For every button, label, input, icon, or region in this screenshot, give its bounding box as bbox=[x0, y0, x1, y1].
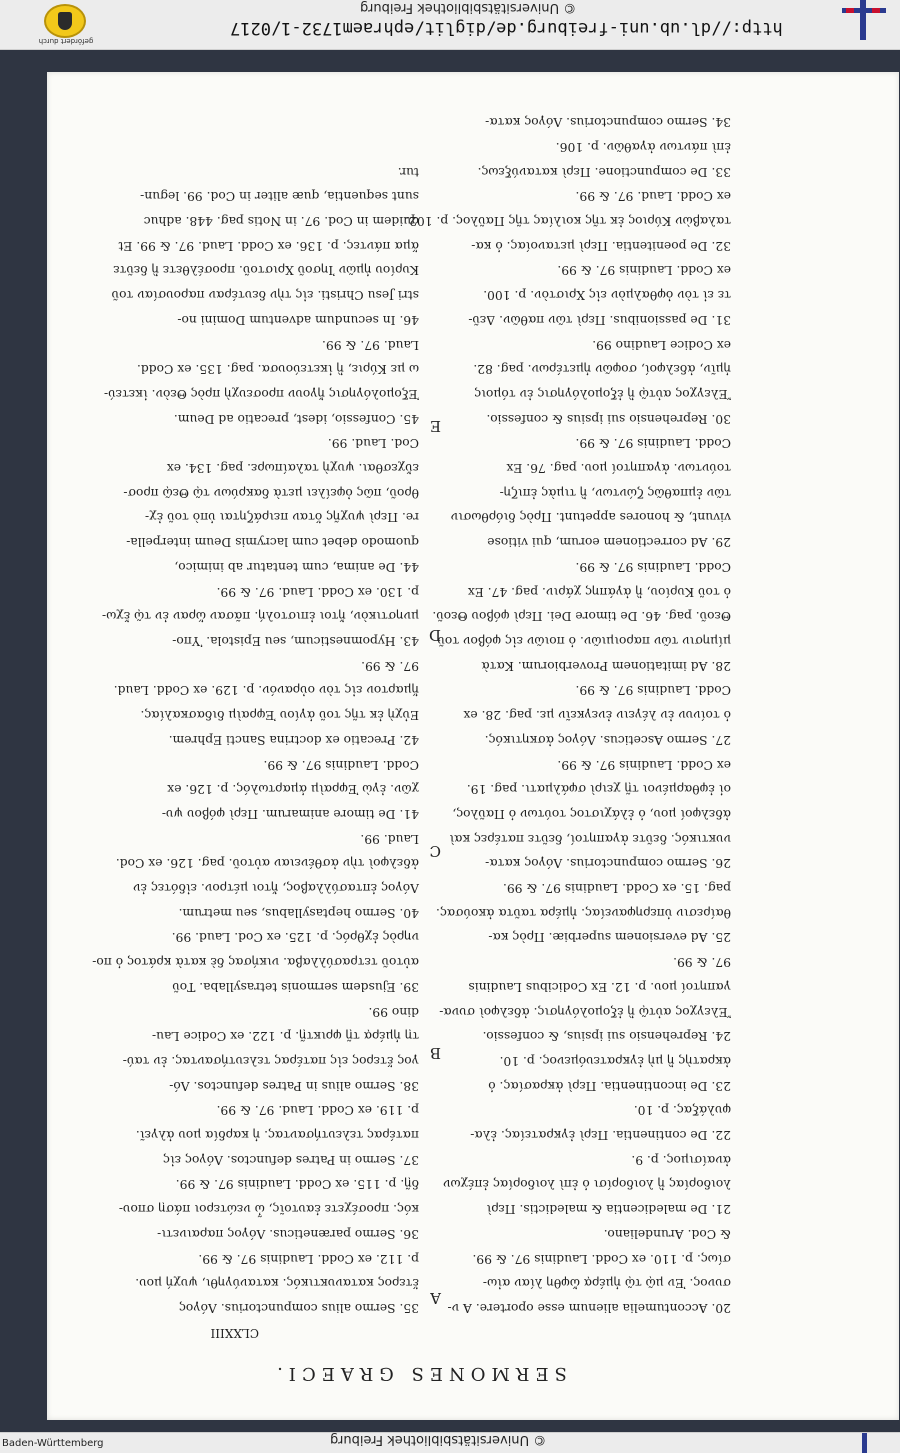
freiburg-library-logo-bottom-icon bbox=[850, 1433, 880, 1453]
margin-letter-e: E bbox=[430, 417, 441, 435]
left-column-line: ex Codd. Laud. 97. & 99. bbox=[575, 189, 731, 204]
right-column-line: 42. Precatio ex doctrina Sancti Ephrem. bbox=[168, 732, 419, 747]
right-column-line: θροῦ, πῶς ὀφείλει μετὰ δακρύων τῷ Θεῷ προσ- bbox=[123, 485, 419, 500]
state-label: Baden-Württemberg bbox=[2, 1438, 104, 1449]
right-column-line: 39. Ejusdem sermonis tetrasyllaba. Τοῦ bbox=[172, 979, 419, 994]
left-column-line: ἡμῖν, ἀδελφοί, σοφῶν ἡμετέρων. pag. 82. bbox=[473, 362, 731, 377]
left-column-line: μίμησιν τῶν παροιμιῶν. ὁ ποιῶν εἰς φόβον τοῦ bbox=[437, 634, 731, 649]
right-column-line: 45. Confessio, idest, precatio ad Deum. bbox=[173, 411, 419, 426]
right-column bbox=[92, 159, 419, 1320]
left-column-line: γαπητοί μου. p. 12. Ex Codicibus Laudinis bbox=[468, 979, 731, 994]
left-column-line: 27. Sermo Asceticus. Λόγος ἀσκητικός. bbox=[484, 732, 731, 747]
right-column-line: 37. Sermo in Patres defunctos. Λόγος εἰς bbox=[163, 1152, 419, 1167]
right-column-line: ἥμαρτον εἰς τὸν οὐρανόν. p. 129. ex Codd. Laud. bbox=[113, 683, 419, 698]
left-column-line: ταλαβὼν Κύριος ἐκ τῆς κοιλίας τῆς Παῦλος. p. 102. bbox=[405, 214, 731, 229]
page-heading: SERMONES GRAECI. bbox=[271, 1363, 567, 1384]
right-column-line: Laud. 97. & 99. bbox=[322, 337, 419, 352]
left-column-line: 22. De continentia. Περὶ ἐγκρατείας. ἐλα- bbox=[470, 1128, 731, 1143]
left-column-line: ex Codd. Laudinis 97. & 99. bbox=[557, 757, 731, 772]
left-column-line: ex Codice Laudino 99. bbox=[592, 337, 731, 352]
left-column-line: οἱ ἐφθαρμένοι τῇ χειρὶ σφάλματι. pag. 19. bbox=[466, 782, 731, 797]
left-column-line: 28. Ad imitationem Proverbiorum. Κατὰ bbox=[481, 658, 731, 673]
left-column-line: pag. 15. ex Codd. Laudinis 97. & 99. bbox=[502, 881, 731, 896]
left-column-line: 97. & 99. bbox=[673, 955, 731, 970]
left-column-line: 29. Ad correctionem eorum, qui vitiose bbox=[487, 535, 731, 550]
right-column-line: Cod. Laud. 99. bbox=[327, 436, 419, 451]
right-column-line: αὐτοῦ τετρασύλλαβα. νικήσας δὲ κατὰ κράτος ὁ πο- bbox=[92, 955, 419, 970]
page-content-rotated bbox=[47, 72, 899, 1420]
right-column-line: Λόγος ἑπτασύλλαβος, ἤτοι μέτρον. εἰδότες ἐν bbox=[132, 881, 419, 896]
left-column-line: 24. Reprehensio sui ipsius, & confessio. bbox=[482, 1029, 731, 1044]
right-column-line: χῶν. ἐγὼ Ἐφραὶμ ἁμαρτωλός. p. 126. ex bbox=[167, 782, 419, 797]
right-column-line: Laud. 99. bbox=[360, 831, 419, 846]
right-column-line: κός. προσέχετε ἑαυτοῖς, ὦ νεώτεροι πάσῃ σπου- bbox=[118, 1202, 419, 1217]
left-column-line: τῶν ἐμπαθῶς ζώντων, ἢ τιμὰς ἐπιζη- bbox=[499, 485, 731, 500]
right-column-line: Ἐξομολόγησις ἤγουν προσευχὴ πρὸς Θεὸν. ἱκετεύ- bbox=[104, 386, 419, 401]
left-column-line: ἐπὶ πάντων ἀγαθῶν. p. 106. bbox=[555, 139, 731, 154]
margin-letter-d: D bbox=[428, 626, 441, 644]
left-column-line: σίως. p. 110. ex Codd. Laudinis 97. & 99. bbox=[472, 1251, 731, 1266]
right-column-line: quomodo debet cum lacrymis Deum interpella- bbox=[126, 535, 419, 550]
left-column-line: φυλάξας. p. 10. bbox=[633, 1103, 731, 1118]
left-column-line: Codd. Laudinis 97. & 99. bbox=[575, 436, 731, 451]
margin-letter-a: A bbox=[430, 1289, 441, 1307]
right-column-line: πατέρας τελευτήσαντας. ἡ καρδία μου ἀλγεῖ. bbox=[135, 1128, 419, 1143]
left-column-line: & Cod. Arundeliano. bbox=[603, 1226, 731, 1241]
right-column-line: μνηστικὸν, ἤτοι ἐπιστολή. πᾶσαν ὥραν ἐν τῷ ἔχω- bbox=[102, 609, 419, 624]
left-column-line: τε εἰ τὸν ὀφθαλμὸν εἰς Χριστὸν. p. 100. bbox=[483, 288, 731, 303]
left-column-line: 33. De compunctione. Περὶ κατανύξεως. bbox=[477, 164, 731, 179]
left-column-line: 32. De poenitentia. Περὶ μετανοίας. ὁ κα- bbox=[471, 238, 731, 253]
left-column-line: νυκτικός. δεῦτε ἀγαπητοί, δεῦτε πατέρες καὶ bbox=[449, 831, 731, 846]
funding-logo bbox=[36, 4, 96, 48]
right-column-line: p. 130. ex Codd. Laud. 97. & 99. bbox=[216, 584, 419, 599]
left-column-line: 25. Ad eversionem superbiæ. Πρὸς κα- bbox=[488, 930, 731, 945]
right-column-line: 97. & 99. bbox=[361, 658, 419, 673]
copyright-notice-bottom: © Universitätsbibliothek Freiburg bbox=[330, 1432, 547, 1447]
left-column-line: 26. Sermo compunctorius. Λόγος κατα- bbox=[485, 856, 731, 871]
left-column-line: Ἔλεγχος αὐτῷ ἢ ἐξομολόγησις. ἀδελφοὶ συνα- bbox=[439, 1004, 731, 1019]
left-column-line: vivunt, & honores appetunt. Πρὸς διόρθωσιν bbox=[450, 510, 731, 525]
left-column-line: θαίρεσιν ὑπερηφανείας. ἡμέρα ταῦτα ἀκούσας. bbox=[436, 905, 731, 920]
left-column-line: τούντων. ἀγαπητοί μου. pag. 76. Ex bbox=[506, 461, 731, 476]
right-column-line: re. Περὶ ψυχῆς ὅταν πειράζηται ὑπὸ τοῦ ἐχ- bbox=[145, 510, 419, 525]
right-column-line: dino 99. bbox=[368, 1004, 419, 1019]
left-column-line: ex Codd. Laudinis 97. & 99. bbox=[557, 263, 731, 278]
right-column-line: ω με Κύριε, ἢ ἱκετεύουσα. pag. 135. ex Codd. bbox=[136, 362, 419, 377]
document-url[interactable]: http://dl.ub.uni-freiburg.de/diglit/ephraem1732-1/0217 bbox=[230, 18, 783, 38]
left-column-line: Θεοῦ. pag. 46. De timore Dei. Περὶ φόβου Θεοῦ. bbox=[432, 609, 731, 624]
left-column-line: 21. De maledicentia & maledictis. Περὶ bbox=[486, 1202, 731, 1217]
left-column-line: 31. De passionibus. Περὶ τῶν παθῶν. Δεῦ- bbox=[468, 312, 731, 327]
right-column-line: 35. Sermo alius compunctorius. Λόγος bbox=[178, 1301, 419, 1315]
left-column-line: Codd. Laudinis 97. & 99. bbox=[575, 683, 731, 698]
left-column-line: ἀναίσιμος. p. 9. bbox=[631, 1152, 731, 1167]
right-column-line: γος ἕτερος εἰς πατέρας τελευτήσαντας. ἐν ταύ- bbox=[122, 1053, 419, 1068]
right-column-line: Κυρίου ἡμῶν Ἰησοῦ Χριστοῦ. προσέλθετε ἢ δεῦτε bbox=[113, 263, 419, 278]
right-column-line: p. 119. ex Codd. Laud. 97. & 99. bbox=[216, 1103, 419, 1118]
right-column-line: Εὐχὴ ἐκ τῆς τοῦ ἁγίου Ἐφραὶμ διδασκαλίας. bbox=[140, 708, 419, 723]
left-column-line: 20. Accontumelia alienum esse oportere. A ν- bbox=[447, 1301, 731, 1315]
right-column-line: sunt sequentia, quæ aliter in Cod. 99. legun- bbox=[140, 189, 419, 204]
left-column-line: 30. Reprehensio sui ipsius & confessio. bbox=[486, 411, 731, 426]
right-column-line: stri Jesu Christi. εἰς τὴν δευτέραν παρουσίαν τοῦ bbox=[111, 288, 419, 303]
margin-letter-b: B bbox=[429, 1044, 441, 1062]
scanned-page bbox=[47, 72, 899, 1420]
logo-caption: gefördert durch bbox=[38, 37, 94, 45]
left-column-line: Codd. Laudinis 97. & 99. bbox=[575, 559, 731, 574]
right-column-line: τῃ ἡμέρᾳ τῇ φρικτῇ. p. 122. ex Codice Lau- bbox=[151, 1029, 419, 1044]
right-column-line: 43. Hypomnesticum, seu Epistola. Ὑπο- bbox=[172, 634, 419, 649]
page-number: CLXXIII bbox=[210, 1326, 259, 1340]
left-column-line: ἀκρατὴς ἢ μὴ ἐγκρατευόμενος. p. 10. bbox=[499, 1053, 731, 1068]
right-column-line: ἅμα πάντες. p. 136. ex Codd. Laud. 97. & 99. Et bbox=[118, 238, 419, 253]
copyright-notice-top: © Universitätsbibliothek Freiburg bbox=[360, 0, 577, 15]
right-column-line: 44. De anima, cum tentatur ab inimico, bbox=[174, 559, 419, 574]
right-column-line: 40. Sermo heptasyllabus, seu metrum. bbox=[178, 905, 419, 920]
left-column-line: ὁ τοῦ Κυρίου, ἢ ἀγάπης χάριν. pag. 47. Ex bbox=[467, 584, 731, 599]
right-column-line: p. 112. ex Codd. Laudinis 97. & 99. bbox=[198, 1251, 419, 1266]
right-column-line: νηρὸς ἐχθρός. p. 125. ex Cod. Laud. 99. bbox=[171, 930, 419, 945]
left-column-line: λοιδορίας ἢ λοιδορίσι ὁ ἐπὶ λοιδορίας ἐπέχων bbox=[443, 1177, 731, 1192]
right-column-line: εὔχεσθαι. ψυχὴ ταλαίπωρε. pag. 134. ex bbox=[166, 461, 419, 476]
viewer-top-banner bbox=[0, 0, 900, 50]
right-column-line: tur. bbox=[397, 164, 419, 179]
left-column-line: 23. De incontinentia. Περὶ ἀκρασίας. ὁ bbox=[488, 1078, 731, 1093]
right-column-line: 41. De timore animarum. Περὶ φόβου ψυ- bbox=[161, 806, 419, 821]
right-column-line: 46. In secundum adventum Domini no- bbox=[177, 312, 419, 327]
right-column-line: 36. Sermo paræneticus. Λόγος παραινετι- bbox=[157, 1226, 419, 1241]
left-column-line: ὁ τοίνυν ἐν λέγειν ἐνεγκεῖν με. pag. 28. ex bbox=[463, 708, 731, 723]
left-column-line: Ἔλεγχος αὐτῷ ἢ ἐξομολόγησις ἐν τόμοις bbox=[474, 386, 731, 401]
right-column-line: quidem in Cod. 97. in Notis pag. 448. adhuc bbox=[143, 214, 419, 229]
right-column-line: δῇ. p. 115. ex Codd. Laudinis 97. & 99. bbox=[175, 1177, 419, 1192]
right-column-line: Codd. Laudinis 97. & 99. bbox=[263, 757, 419, 772]
right-column-line: ἕτερος κατανυκτικός. κατανύγηθι, ψυχή μου. bbox=[135, 1276, 419, 1291]
margin-letter-c: C bbox=[429, 842, 441, 860]
left-column-line: ἀδελφοί μου, ὁ ἐλάχιστος τούτων ὁ Παῦλος, bbox=[452, 806, 731, 821]
baden-wuerttemberg-coat-of-arms-icon bbox=[44, 4, 86, 38]
left-column-line: συνος. Ἐν μῷ τῷ ἡμέρᾳ ὤφθη λίαν αἰω- bbox=[482, 1276, 731, 1291]
freiburg-library-logo-icon bbox=[842, 0, 886, 40]
left-column-line: 34. Sermo compunctorius. Λόγος κατα- bbox=[485, 115, 731, 130]
right-column-line: ἀδελφοὶ τὴν ἀσθένειαν αὐτοῦ. pag. 126. ex Cod. bbox=[115, 856, 419, 871]
right-column-line: 38. Sermo alius in Patres defunctos. Λό- bbox=[169, 1078, 419, 1093]
